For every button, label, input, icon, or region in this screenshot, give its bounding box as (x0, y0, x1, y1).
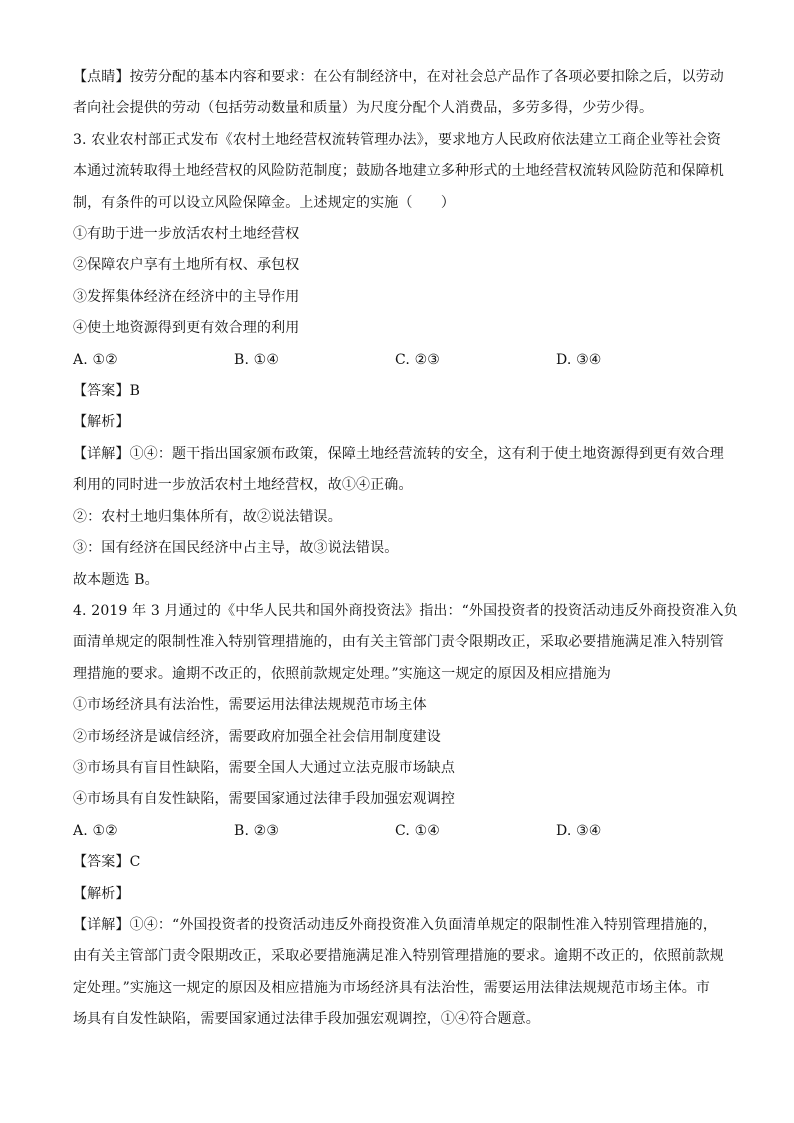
q4-stem-line-3: 理措施的要求。逾期不改正的，依照前款规定处理。”实施这一规定的原因及相应措施为 (73, 665, 612, 682)
q3-options (73, 345, 723, 376)
q4-options (73, 816, 723, 847)
q3-answer: 【答案】B (73, 383, 141, 400)
q4-stem-line-1: 4. 2019 年 3 月通过的《中华人民共和国外商投资法》指出：“外国投资者的投资活动违反外商投资准入负 (73, 602, 738, 619)
q4-statement-4: ④市场具有自发性缺陷，需要国家通过法律手段加强宏观调控 (73, 791, 456, 808)
q3-stem-line-3: 制，有条件的可以设立风险保障金。上述规定的实施（ ） (73, 194, 456, 211)
q3-detail-line-1: 【详解】①④：题干指出国家颁布政策，保障土地经营流转的安全，这有利于使土地资源得到更有效合理 (73, 445, 724, 462)
q3-stem-line-1: 3. 农业农村部正式发布《农村土地经营权流转管理办法》，要求地方人民政府依法建立工商企业等社会资 (73, 131, 722, 148)
q3-option-c[interactable]: C. ②③ (395, 351, 440, 368)
q2-hint-line-1: 【点睛】按劳分配的基本内容和要求：在公有制经济中，在对社会总产品作了各项必要扣除之后，以劳动 (73, 69, 724, 85)
q3-stem-line-2: 本通过流转取得土地经营权的风险防范制度；鼓励各地建立多种形式的土地经营权流转风险防范和保障机 (73, 163, 724, 180)
q4-analysis-heading: 【解析】 (73, 885, 130, 902)
q4-statement-2: ②市场经济是诚信经济，需要政府加强全社会信用制度建设 (73, 728, 441, 745)
q3-statement-3: ③发挥集体经济在经济中的主导作用 (73, 288, 300, 305)
q4-stem-line-2: 面清单规定的限制性准入特别管理措施的，由有关主管部门责令限期改正，采取必要措施满足准入特别管 (73, 634, 724, 651)
q4-detail-line-3: 定处理。”实施这一规定的原因及相应措施为市场经济具有法治性，需要运用法律法规规范市场主体。市 (73, 979, 711, 996)
q4-statement-3: ③市场具有盲目性缺陷，需要全国人大通过立法克服市场缺点 (73, 759, 456, 776)
q3-detail-line-2: 利用的同时进一步放活农村土地经营权，故①④正确。 (73, 477, 413, 494)
q4-detail-line-4: 场具有自发性缺陷，需要国家通过法律手段加强宏观调控，①④符合题意。 (73, 1011, 540, 1028)
q4-statement-1: ①市场经济具有法治性，需要运用法律法规规范市场主体 (73, 697, 427, 714)
q3-detail-line-4: ③：国有经济在国民经济中占主导，故③说法错误。 (73, 540, 399, 557)
q3-detail-line-5: 故本题选 B。 (73, 571, 159, 588)
q3-analysis-heading: 【解析】 (73, 414, 130, 431)
q3-option-d[interactable]: D. ③④ (556, 351, 602, 368)
q3-statement-2: ②保障农户享有土地所有权、承包权 (73, 257, 300, 274)
q3-detail-line-3: ②：农村土地归集体所有，故②说法错误。 (73, 508, 342, 525)
document-page (73, 62, 738, 1036)
q4-answer: 【答案】C (73, 854, 141, 871)
q3-option-b[interactable]: B. ①④ (234, 351, 280, 368)
q4-detail-line-1: 【详解】①④：“外国投资者的投资活动违反外商投资准入负面清单规定的限制性准入特别管理措施的， (73, 916, 718, 933)
q4-option-d[interactable]: D. ③④ (556, 822, 602, 839)
q4-option-c[interactable]: C. ①④ (395, 822, 440, 839)
q3-option-a[interactable]: A. ①② (73, 351, 118, 368)
q2-hint-line-2: 者向社会提供的劳动（包括劳动数量和质量）为尺度分配个人消费品，多劳多得，少劳少得。 (73, 100, 654, 117)
q3-statement-1: ①有助于进一步放活农村土地经营权 (73, 226, 300, 243)
q4-option-a[interactable]: A. ①② (73, 822, 118, 839)
q4-option-b[interactable]: B. ②③ (234, 822, 280, 839)
q3-statement-4: ④使土地资源得到更有效合理的利用 (73, 320, 300, 337)
q4-detail-line-2: 由有关主管部门责令限期改正，采取必要措施满足准入特别管理措施的要求。逾期不改正的，依照前款规 (73, 948, 724, 965)
